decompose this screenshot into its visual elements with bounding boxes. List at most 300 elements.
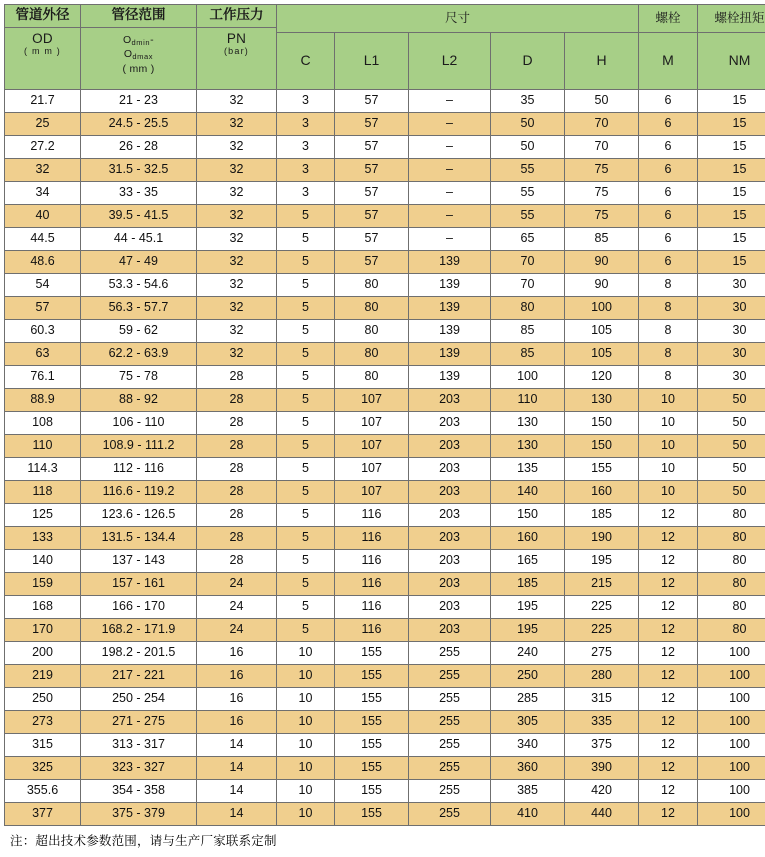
cell-nm: 15 (698, 159, 765, 182)
cell-range: 62.2 - 63.9 (81, 343, 197, 366)
cell-d: 50 (491, 113, 565, 136)
cell-m: 6 (639, 228, 698, 251)
cell-l1: 155 (335, 803, 409, 826)
cell-h: 50 (565, 90, 639, 113)
cell-m: 12 (639, 642, 698, 665)
cell-c: 5 (277, 297, 335, 320)
cell-c: 5 (277, 343, 335, 366)
cell-nm: 50 (698, 481, 765, 504)
header-range-group (81, 5, 197, 90)
cell-pn: 32 (197, 251, 277, 274)
cell-c: 5 (277, 274, 335, 297)
cell-h: 90 (565, 274, 639, 297)
cell-od: 48.6 (5, 251, 81, 274)
cell-range: 44 - 45.1 (81, 228, 197, 251)
table-row (5, 550, 765, 573)
cell-h: 75 (565, 182, 639, 205)
cell-m: 12 (639, 803, 698, 826)
cell-d: 35 (491, 90, 565, 113)
cell-pn: 28 (197, 504, 277, 527)
cell-pn: 16 (197, 711, 277, 734)
cell-m: 10 (639, 481, 698, 504)
cell-od: 355.6 (5, 780, 81, 803)
cell-m: 6 (639, 251, 698, 274)
cell-nm: 100 (698, 780, 765, 803)
cell-range: 33 - 35 (81, 182, 197, 205)
cell-nm: 80 (698, 596, 765, 619)
cell-c: 5 (277, 550, 335, 573)
table-row (5, 389, 765, 412)
cell-nm: 80 (698, 619, 765, 642)
cell-pn: 32 (197, 113, 277, 136)
header-nm: NM (698, 33, 765, 90)
table-row (5, 619, 765, 642)
cell-od: 118 (5, 481, 81, 504)
cell-c: 5 (277, 412, 335, 435)
cell-range: 217 - 221 (81, 665, 197, 688)
cell-c: 5 (277, 435, 335, 458)
cell-h: 225 (565, 619, 639, 642)
cell-l2: 139 (409, 251, 491, 274)
cell-h: 85 (565, 228, 639, 251)
cell-c: 5 (277, 596, 335, 619)
cell-l1: 57 (335, 228, 409, 251)
table-row (5, 251, 765, 274)
cell-d: 80 (491, 297, 565, 320)
cell-l1: 57 (335, 113, 409, 136)
cell-m: 6 (639, 113, 698, 136)
cell-range: 75 - 78 (81, 366, 197, 389)
cell-range: 166 - 170 (81, 596, 197, 619)
cell-od: 21.7 (5, 90, 81, 113)
specification-table (4, 4, 765, 826)
cell-c: 5 (277, 573, 335, 596)
table-row (5, 527, 765, 550)
cell-range: 313 - 317 (81, 734, 197, 757)
cell-od: 125 (5, 504, 81, 527)
cell-l1: 155 (335, 734, 409, 757)
cell-l2: 203 (409, 435, 491, 458)
cell-l2: 255 (409, 757, 491, 780)
cell-od: 63 (5, 343, 81, 366)
cell-c: 5 (277, 389, 335, 412)
cell-nm: 15 (698, 113, 765, 136)
cell-m: 12 (639, 757, 698, 780)
cell-l1: 107 (335, 389, 409, 412)
table-row (5, 274, 765, 297)
cell-range: 250 - 254 (81, 688, 197, 711)
cell-pn: 32 (197, 205, 277, 228)
cell-d: 130 (491, 412, 565, 435)
cell-d: 150 (491, 504, 565, 527)
cell-pn: 16 (197, 665, 277, 688)
cell-range: 323 - 327 (81, 757, 197, 780)
cell-d: 55 (491, 182, 565, 205)
cell-range: 88 - 92 (81, 389, 197, 412)
cell-m: 12 (639, 665, 698, 688)
cell-h: 315 (565, 688, 639, 711)
cell-pn: 32 (197, 182, 277, 205)
cell-h: 375 (565, 734, 639, 757)
cell-c: 5 (277, 527, 335, 550)
header-pn-unit: (bar) (223, 45, 249, 56)
cell-h: 225 (565, 596, 639, 619)
cell-d: 250 (491, 665, 565, 688)
cell-h: 190 (565, 527, 639, 550)
cell-pn: 32 (197, 320, 277, 343)
cell-l1: 57 (335, 205, 409, 228)
cell-d: 285 (491, 688, 565, 711)
table-row (5, 665, 765, 688)
cell-pn: 32 (197, 343, 277, 366)
cell-h: 70 (565, 113, 639, 136)
cell-pn: 16 (197, 642, 277, 665)
cell-c: 5 (277, 458, 335, 481)
table-row (5, 780, 765, 803)
cell-l2: – (409, 90, 491, 113)
cell-l1: 57 (335, 90, 409, 113)
cell-d: 140 (491, 481, 565, 504)
cell-c: 10 (277, 803, 335, 826)
cell-m: 8 (639, 274, 698, 297)
table-row (5, 205, 765, 228)
cell-l2: – (409, 228, 491, 251)
cell-l1: 107 (335, 435, 409, 458)
cell-l2: 203 (409, 550, 491, 573)
table-row (5, 596, 765, 619)
cell-m: 12 (639, 550, 698, 573)
table-row (5, 136, 765, 159)
cell-d: 50 (491, 136, 565, 159)
cell-pn: 24 (197, 573, 277, 596)
cell-l2: 255 (409, 642, 491, 665)
cell-l2: 139 (409, 297, 491, 320)
table-body (5, 90, 765, 826)
cell-range: 56.3 - 57.7 (81, 297, 197, 320)
cell-l1: 116 (335, 504, 409, 527)
cell-c: 10 (277, 642, 335, 665)
cell-od: 57 (5, 297, 81, 320)
cell-l1: 116 (335, 550, 409, 573)
cell-nm: 15 (698, 182, 765, 205)
cell-d: 70 (491, 251, 565, 274)
header-od-group (5, 5, 81, 90)
cell-od: 40 (5, 205, 81, 228)
cell-nm: 80 (698, 527, 765, 550)
cell-h: 185 (565, 504, 639, 527)
cell-range: 137 - 143 (81, 550, 197, 573)
header-pn-label: PN (226, 30, 247, 46)
cell-od: 88.9 (5, 389, 81, 412)
cell-nm: 30 (698, 320, 765, 343)
cell-range: 116.6 - 119.2 (81, 481, 197, 504)
cell-h: 150 (565, 412, 639, 435)
cell-m: 8 (639, 343, 698, 366)
cell-nm: 80 (698, 550, 765, 573)
cell-l1: 80 (335, 320, 409, 343)
cell-l2: 203 (409, 619, 491, 642)
cell-m: 12 (639, 780, 698, 803)
table-row (5, 757, 765, 780)
cell-l1: 80 (335, 274, 409, 297)
cell-d: 55 (491, 159, 565, 182)
cell-pn: 32 (197, 159, 277, 182)
cell-od: 170 (5, 619, 81, 642)
cell-h: 420 (565, 780, 639, 803)
cell-od: 377 (5, 803, 81, 826)
header-l1: L1 (335, 33, 409, 90)
cell-od: 168 (5, 596, 81, 619)
table-row (5, 688, 765, 711)
table-row (5, 182, 765, 205)
cell-d: 85 (491, 320, 565, 343)
cell-od: 273 (5, 711, 81, 734)
cell-pn: 28 (197, 527, 277, 550)
header-pn-group (197, 5, 277, 90)
cell-h: 160 (565, 481, 639, 504)
cell-c: 5 (277, 366, 335, 389)
cell-d: 70 (491, 274, 565, 297)
table-row (5, 228, 765, 251)
cell-c: 5 (277, 504, 335, 527)
cell-nm: 50 (698, 412, 765, 435)
cell-c: 10 (277, 734, 335, 757)
cell-l2: 255 (409, 688, 491, 711)
cell-od: 44.5 (5, 228, 81, 251)
header-torque-group: 螺栓扭矩 (698, 5, 765, 33)
cell-d: 130 (491, 435, 565, 458)
cell-od: 140 (5, 550, 81, 573)
cell-range: 108.9 - 111.2 (81, 435, 197, 458)
cell-range: 21 - 23 (81, 90, 197, 113)
cell-l2: 203 (409, 573, 491, 596)
cell-l2: 203 (409, 412, 491, 435)
header-d: D (491, 33, 565, 90)
cell-pn: 32 (197, 297, 277, 320)
cell-range: 131.5 - 134.4 (81, 527, 197, 550)
cell-l1: 57 (335, 136, 409, 159)
cell-range: 31.5 - 32.5 (81, 159, 197, 182)
cell-nm: 30 (698, 343, 765, 366)
cell-pn: 28 (197, 481, 277, 504)
table-row (5, 642, 765, 665)
cell-od: 114.3 (5, 458, 81, 481)
table-header (5, 5, 765, 90)
footer-note: 注：超出技术参数范围，请与生产厂家联系定制 (10, 834, 277, 848)
cell-nm: 15 (698, 205, 765, 228)
cell-h: 390 (565, 757, 639, 780)
cell-l2: 255 (409, 665, 491, 688)
cell-range: 24.5 - 25.5 (81, 113, 197, 136)
cell-m: 6 (639, 182, 698, 205)
cell-pn: 28 (197, 412, 277, 435)
header-dimension-group: 尺寸 (277, 5, 639, 33)
cell-od: 200 (5, 642, 81, 665)
cell-m: 6 (639, 90, 698, 113)
cell-l1: 80 (335, 297, 409, 320)
cell-od: 54 (5, 274, 81, 297)
cell-m: 12 (639, 688, 698, 711)
cell-nm: 100 (698, 688, 765, 711)
cell-d: 195 (491, 596, 565, 619)
cell-c: 3 (277, 113, 335, 136)
cell-pn: 32 (197, 274, 277, 297)
cell-range: 53.3 - 54.6 (81, 274, 197, 297)
table-row (5, 711, 765, 734)
cell-pn: 14 (197, 757, 277, 780)
cell-h: 280 (565, 665, 639, 688)
cell-pn: 28 (197, 389, 277, 412)
cell-range: 106 - 110 (81, 412, 197, 435)
cell-range: 157 - 161 (81, 573, 197, 596)
cell-l1: 107 (335, 458, 409, 481)
table-row (5, 412, 765, 435)
cell-od: 110 (5, 435, 81, 458)
cell-l2: 203 (409, 481, 491, 504)
cell-range: 168.2 - 171.9 (81, 619, 197, 642)
cell-m: 10 (639, 458, 698, 481)
cell-h: 195 (565, 550, 639, 573)
table-row (5, 803, 765, 826)
cell-od: 325 (5, 757, 81, 780)
cell-l2: 139 (409, 343, 491, 366)
cell-od: 108 (5, 412, 81, 435)
table-row (5, 481, 765, 504)
cell-d: 410 (491, 803, 565, 826)
cell-m: 12 (639, 573, 698, 596)
cell-l1: 107 (335, 481, 409, 504)
cell-nm: 100 (698, 711, 765, 734)
cell-m: 6 (639, 205, 698, 228)
cell-c: 5 (277, 619, 335, 642)
header-od-label: OD (32, 30, 53, 46)
cell-od: 315 (5, 734, 81, 757)
cell-l2: – (409, 113, 491, 136)
cell-pn: 28 (197, 435, 277, 458)
cell-l2: 203 (409, 596, 491, 619)
cell-d: 385 (491, 780, 565, 803)
cell-nm: 100 (698, 803, 765, 826)
cell-l1: 155 (335, 711, 409, 734)
cell-c: 3 (277, 136, 335, 159)
cell-l2: 203 (409, 389, 491, 412)
cell-h: 335 (565, 711, 639, 734)
cell-h: 440 (565, 803, 639, 826)
cell-d: 165 (491, 550, 565, 573)
cell-d: 340 (491, 734, 565, 757)
cell-nm: 50 (698, 435, 765, 458)
cell-m: 12 (639, 504, 698, 527)
cell-range: 271 - 275 (81, 711, 197, 734)
header-range-line1: Odmin- (123, 33, 154, 47)
table-row (5, 366, 765, 389)
header-h: H (565, 33, 639, 90)
cell-l2: 139 (409, 274, 491, 297)
cell-l1: 155 (335, 780, 409, 803)
cell-h: 105 (565, 343, 639, 366)
cell-pn: 32 (197, 90, 277, 113)
cell-d: 195 (491, 619, 565, 642)
cell-l2: – (409, 136, 491, 159)
header-row-groups (5, 5, 765, 33)
cell-l1: 57 (335, 182, 409, 205)
cell-h: 130 (565, 389, 639, 412)
cell-l1: 155 (335, 688, 409, 711)
cell-nm: 15 (698, 251, 765, 274)
cell-range: 354 - 358 (81, 780, 197, 803)
cell-pn: 14 (197, 803, 277, 826)
cell-pn: 24 (197, 596, 277, 619)
table-row (5, 573, 765, 596)
table-row (5, 320, 765, 343)
cell-l2: 255 (409, 803, 491, 826)
cell-pn: 14 (197, 734, 277, 757)
header-od-unit: ( m m ) (24, 45, 61, 56)
cell-od: 34 (5, 182, 81, 205)
table-row (5, 343, 765, 366)
cell-c: 5 (277, 320, 335, 343)
cell-c: 5 (277, 228, 335, 251)
cell-pn: 24 (197, 619, 277, 642)
cell-d: 185 (491, 573, 565, 596)
cell-nm: 15 (698, 136, 765, 159)
cell-od: 27.2 (5, 136, 81, 159)
table-row (5, 90, 765, 113)
cell-d: 240 (491, 642, 565, 665)
cell-l1: 57 (335, 159, 409, 182)
header-m: M (639, 33, 698, 90)
cell-od: 60.3 (5, 320, 81, 343)
cell-nm: 100 (698, 665, 765, 688)
cell-m: 12 (639, 711, 698, 734)
table-row (5, 113, 765, 136)
cell-m: 6 (639, 159, 698, 182)
cell-m: 8 (639, 297, 698, 320)
cell-nm: 15 (698, 228, 765, 251)
cell-nm: 100 (698, 642, 765, 665)
cell-h: 75 (565, 205, 639, 228)
cell-nm: 100 (698, 734, 765, 757)
cell-nm: 100 (698, 757, 765, 780)
cell-pn: 32 (197, 228, 277, 251)
cell-m: 12 (639, 734, 698, 757)
table-row (5, 435, 765, 458)
cell-nm: 80 (698, 504, 765, 527)
cell-l1: 80 (335, 366, 409, 389)
cell-range: 112 - 116 (81, 458, 197, 481)
cell-l1: 155 (335, 642, 409, 665)
cell-pn: 28 (197, 550, 277, 573)
cell-l1: 116 (335, 573, 409, 596)
cell-nm: 30 (698, 366, 765, 389)
cell-l1: 57 (335, 251, 409, 274)
cell-d: 100 (491, 366, 565, 389)
cell-d: 110 (491, 389, 565, 412)
cell-m: 6 (639, 136, 698, 159)
cell-pn: 14 (197, 780, 277, 803)
cell-l2: 203 (409, 458, 491, 481)
cell-pn: 28 (197, 458, 277, 481)
cell-l1: 155 (335, 665, 409, 688)
header-pressure-group-label: 工作压力 (196, 5, 277, 28)
cell-d: 55 (491, 205, 565, 228)
table-row (5, 159, 765, 182)
cell-c: 5 (277, 251, 335, 274)
cell-h: 150 (565, 435, 639, 458)
cell-l1: 80 (335, 343, 409, 366)
cell-nm: 80 (698, 573, 765, 596)
cell-range: 198.2 - 201.5 (81, 642, 197, 665)
